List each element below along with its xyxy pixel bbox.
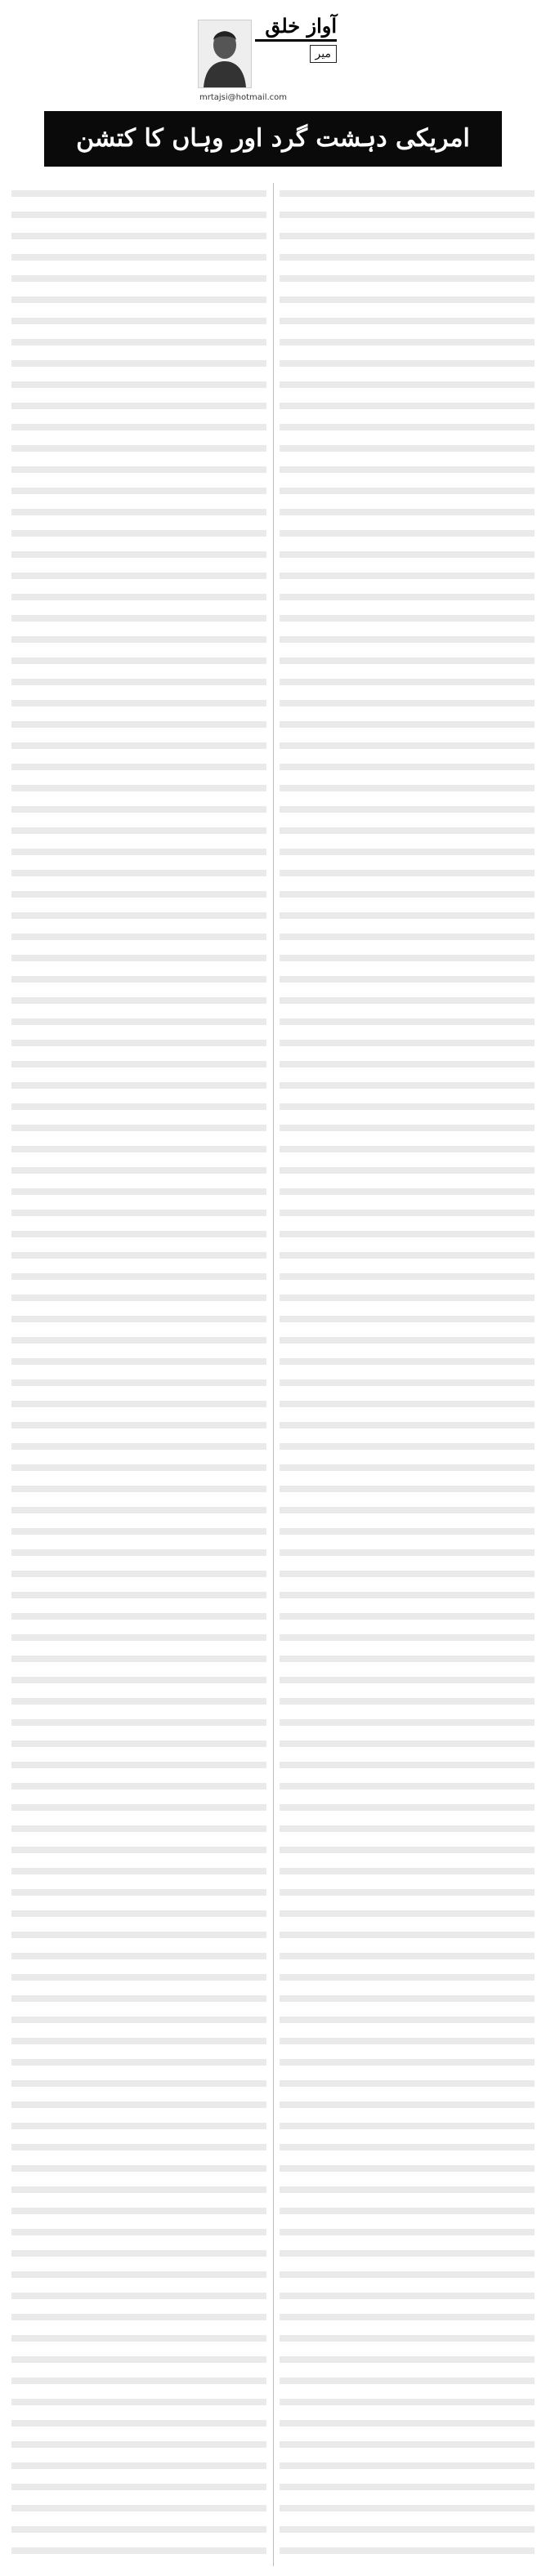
author-name: میر: [310, 45, 337, 63]
body-column-left: [11, 183, 266, 2566]
column-name: آواز خلق: [265, 14, 337, 38]
article-headline: امریکی دہشت گرد اور وہاں کا کتشن: [76, 124, 470, 153]
author-portrait-graphic: [199, 20, 251, 87]
column-masthead: [198, 15, 337, 106]
column-divider: [273, 183, 274, 2566]
author-portrait-icon: [198, 20, 252, 88]
text-lines-right: [280, 183, 535, 2566]
column-name-rule: [255, 39, 337, 42]
body-column-right: [280, 183, 535, 2566]
column-title-block: [255, 15, 337, 63]
author-email[interactable]: mrtajsi@hotmail.com: [199, 93, 288, 102]
column-header: [11, 7, 535, 111]
article-body: [11, 183, 535, 2566]
headline-banner: [44, 111, 502, 167]
text-lines-left: [11, 183, 266, 2566]
